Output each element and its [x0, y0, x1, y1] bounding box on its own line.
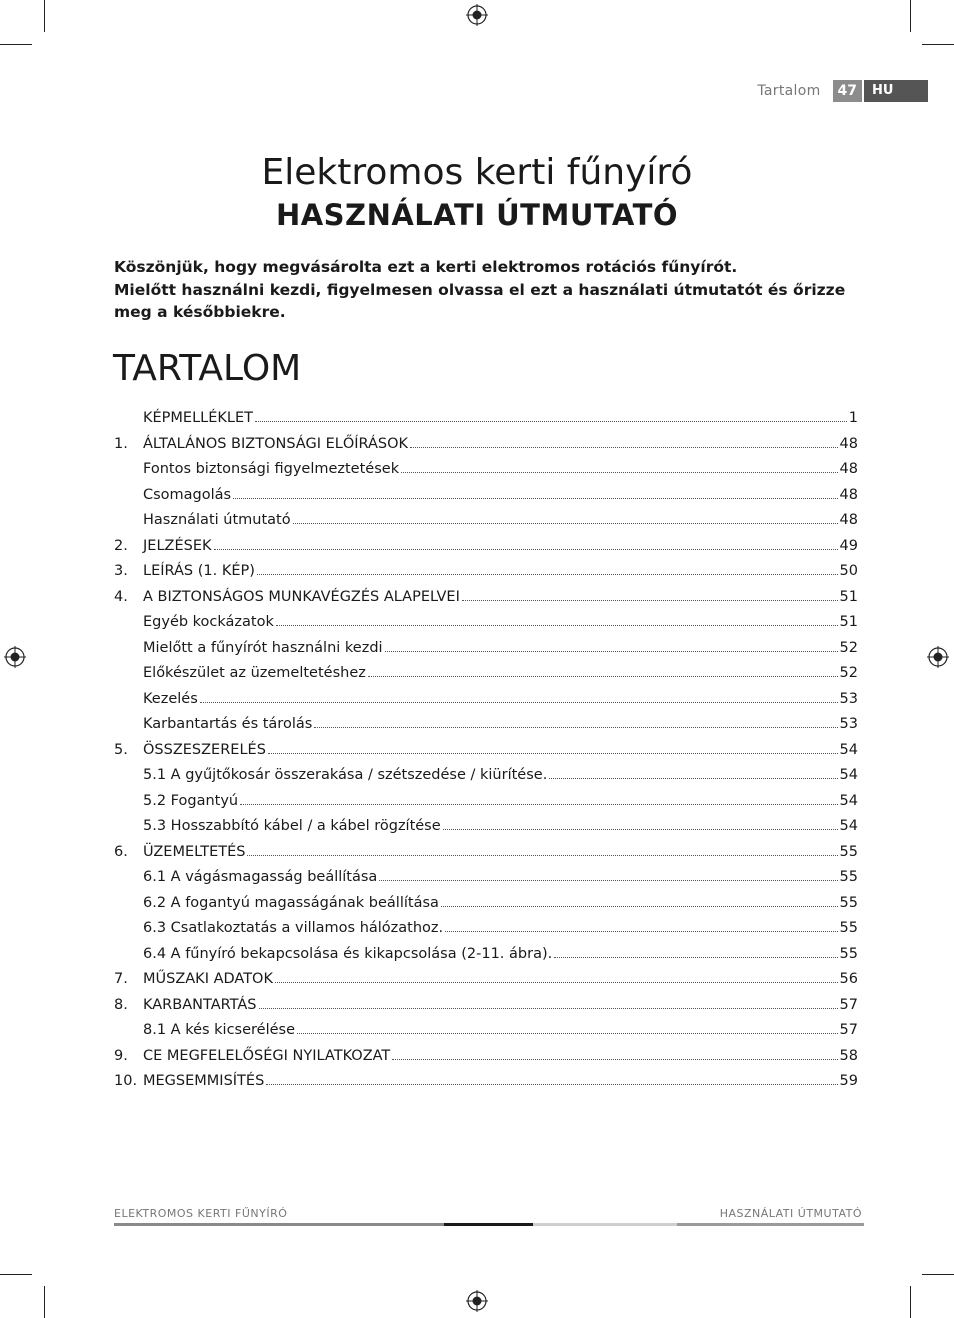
toc-entry — [114, 461, 858, 487]
registration-mark-icon — [4, 646, 26, 668]
toc-dot-leader — [247, 855, 837, 856]
crop-mark — [922, 44, 954, 45]
toc-entry-page: 55 — [839, 945, 858, 962]
toc-entry-number: 2. — [114, 537, 128, 554]
toc-entry-page: 54 — [839, 792, 858, 809]
toc-entry — [114, 1022, 858, 1048]
toc-entry-page: 54 — [839, 767, 858, 783]
crop-mark — [910, 0, 911, 32]
toc-dot-leader — [257, 574, 838, 575]
toc-entry-page: 59 — [839, 1073, 858, 1089]
crop-mark — [44, 0, 45, 32]
toc-entry-title: MŰSZAKI ADATOK — [143, 971, 273, 987]
toc-entry — [114, 818, 858, 844]
toc-dot-leader — [554, 957, 837, 958]
toc-entry-title: Kezelés — [143, 690, 198, 707]
toc-entry-title: Előkészület az üzemeltetéshez — [143, 665, 366, 681]
toc-entry — [114, 665, 858, 691]
toc-dot-leader — [392, 1059, 837, 1060]
toc-entry-title: 6.2 A fogantyú magasságának beállítása — [143, 894, 439, 911]
toc-dot-leader — [443, 829, 838, 830]
toc-entry-page: 58 — [839, 1047, 858, 1064]
toc-dot-leader — [275, 982, 838, 983]
footer-bar-segment — [677, 1223, 864, 1226]
toc-dot-leader — [293, 523, 838, 524]
toc-entry — [114, 589, 858, 615]
toc-entry — [114, 767, 858, 793]
toc-entry-page: 1 — [848, 410, 858, 426]
registration-mark-icon — [466, 1290, 488, 1312]
toc-entry-page: 52 — [839, 665, 858, 681]
toc-entry-title: 6.4 A fűnyíró bekapcsolása és kikapcsolása (2-11. ábra). — [143, 945, 553, 962]
toc-entry-title: CE MEGFELELŐSÉGI NYILATKOZAT — [143, 1047, 391, 1064]
crop-mark — [44, 1286, 45, 1318]
toc-entry-title: A BIZTONSÁGOS MUNKAVÉGZÉS ALAPELVEI — [143, 588, 460, 605]
toc-entry-page: 51 — [839, 588, 858, 605]
toc-entry-page: 50 — [839, 563, 858, 579]
toc-entry-title: Fontos biztonsági figyelmeztetések — [143, 461, 400, 477]
toc-entry-title: 5.2 Fogantyú — [143, 792, 239, 809]
crop-mark — [910, 1286, 911, 1318]
toc-entry — [114, 1073, 858, 1099]
toc-dot-leader — [401, 472, 837, 473]
toc-entry-title: 6.3 Csatlakoztatás a villamos hálózathoz. — [143, 920, 444, 936]
toc-entry — [114, 716, 858, 742]
toc-entry — [114, 512, 858, 538]
document-title: Elektromos kerti fűnyíró — [261, 152, 693, 193]
toc-entry — [114, 869, 858, 895]
toc-entry-title: ÜZEMELTETÉS — [143, 843, 246, 860]
toc-entry-number: 4. — [114, 588, 128, 605]
toc-entry — [114, 436, 858, 462]
language-badge: HU — [864, 80, 928, 102]
toc-dot-leader — [297, 1033, 838, 1034]
footer-bar-segment — [533, 1223, 677, 1226]
crop-mark — [922, 1274, 954, 1275]
toc-entry — [114, 640, 858, 666]
toc-entry-title: Használati útmutató — [143, 512, 291, 528]
toc-dot-leader — [385, 651, 838, 652]
toc-dot-leader — [255, 421, 847, 422]
toc-entry — [114, 844, 858, 870]
toc-entry — [114, 1048, 858, 1074]
toc-entry-page: 55 — [839, 894, 858, 911]
registration-mark-icon — [927, 646, 949, 668]
toc-entry-title: ÁLTALÁNOS BIZTONSÁGI ELŐÍRÁSOK — [143, 435, 409, 452]
toc-dot-leader — [240, 804, 837, 805]
toc-dot-leader — [214, 549, 838, 550]
toc-entry-title: 6.1 A vágásmagasság beállítása — [143, 869, 378, 885]
toc-entry — [114, 487, 858, 513]
toc-dot-leader — [233, 498, 837, 499]
toc-dot-leader — [462, 600, 838, 601]
toc-dot-leader — [259, 1008, 838, 1009]
toc-entry-number: 9. — [114, 1047, 128, 1064]
toc-entry-number: 1. — [114, 435, 128, 452]
toc-entry — [114, 971, 858, 997]
toc-entry-page: 55 — [839, 869, 858, 885]
toc-dot-leader — [266, 1084, 837, 1085]
toc-dot-leader — [368, 676, 838, 677]
registration-mark-icon — [466, 4, 488, 26]
toc-entry-title: Mielőtt a fűnyírót használni kezdi — [143, 639, 383, 656]
toc-entry-title: 5.1 A gyűjtőkosár összerakása / szétszedése / kiürítése. — [143, 767, 548, 783]
toc-entry — [114, 563, 858, 589]
toc-entry — [114, 691, 858, 717]
toc-dot-leader — [200, 702, 838, 703]
toc-entry-page: 51 — [839, 614, 858, 630]
page-number: 47 — [833, 80, 862, 102]
toc-entry — [114, 946, 858, 972]
toc-entry-title: Egyéb kockázatok — [143, 614, 274, 630]
toc-entry-page: 53 — [839, 716, 858, 732]
toc-entry — [114, 538, 858, 564]
toc-entry-page: 54 — [839, 741, 858, 758]
toc-entry-page: 56 — [839, 971, 858, 987]
toc-entry-title: JELZÉSEK — [143, 537, 212, 554]
crop-mark — [0, 1274, 32, 1275]
toc-entry — [114, 895, 858, 921]
toc-heading: TARTALOM — [113, 348, 302, 389]
footer-right-label: HASZNÁLATI ÚTMUTATÓ — [719, 1207, 862, 1220]
footer-left-label: ELEKTROMOS KERTI FŰNYÍRÓ — [114, 1207, 288, 1220]
section-label: Tartalom — [757, 83, 821, 99]
toc-entry-number: 8. — [114, 996, 128, 1013]
toc-entry-title: Csomagolás — [143, 486, 232, 503]
document-subtitle: HASZNÁLATI ÚTMUTATÓ — [275, 198, 679, 232]
toc-entry-number: 5. — [114, 741, 128, 758]
toc-entry — [114, 410, 858, 436]
page-header — [757, 80, 928, 102]
toc-dot-leader — [314, 727, 837, 728]
toc-entry-number: 7. — [114, 971, 128, 987]
toc-entry-title: 8.1 A kés kicserélése — [143, 1022, 296, 1038]
toc-entry-page: 49 — [839, 537, 858, 554]
toc-entry-page: 48 — [839, 435, 858, 452]
toc-entry-title: MEGSEMMISÍTÉS — [143, 1073, 265, 1089]
toc-entry-page: 48 — [839, 512, 858, 528]
table-of-contents — [114, 410, 858, 1099]
toc-entry-number: 10. — [114, 1073, 138, 1089]
toc-entry-title: LEÍRÁS (1. KÉP) — [143, 563, 255, 579]
toc-entry — [114, 997, 858, 1023]
toc-dot-leader — [549, 778, 837, 779]
toc-entry-title: 5.3 Hosszabbító kábel / a kábel rögzítése — [143, 818, 441, 834]
toc-entry — [114, 920, 858, 946]
toc-entry-title: KARBANTARTÁS — [143, 996, 257, 1013]
crop-mark — [0, 44, 32, 45]
toc-entry-number: 3. — [114, 563, 128, 579]
intro-text — [114, 256, 864, 324]
toc-entry-title: Karbantartás és tárolás — [143, 716, 313, 732]
toc-entry-page: 57 — [839, 1022, 858, 1038]
toc-dot-leader — [268, 753, 838, 754]
toc-entry-page: 55 — [839, 843, 858, 860]
intro-paragraph: Mielőtt használni kezdi, figyelmesen olvassa el ezt a használati útmutatót és őrizze meg a későbbiekre. — [114, 280, 846, 321]
toc-entry-page: 52 — [839, 639, 858, 656]
toc-dot-leader — [379, 880, 837, 881]
toc-dot-leader — [441, 906, 838, 907]
toc-entry — [114, 793, 858, 819]
toc-entry-title: ÖSSZESZERELÉS — [143, 741, 266, 758]
toc-entry-page: 54 — [839, 818, 858, 834]
toc-entry-page: 48 — [839, 461, 858, 477]
toc-entry — [114, 614, 858, 640]
toc-dot-leader — [445, 931, 837, 932]
toc-entry-title: KÉPMELLÉKLET — [143, 410, 254, 426]
toc-entry-page: 57 — [839, 996, 858, 1013]
intro-paragraph: Köszönjük, hogy megvásárolta ezt a kerti elektromos rotációs fűnyírót. — [114, 258, 738, 276]
toc-entry — [114, 742, 858, 768]
toc-dot-leader — [276, 625, 838, 626]
toc-entry-page: 48 — [839, 486, 858, 503]
toc-entry-page: 53 — [839, 690, 858, 707]
footer-bar-segment — [114, 1223, 444, 1226]
toc-dot-leader — [410, 447, 837, 448]
toc-entry-page: 55 — [839, 920, 858, 936]
toc-entry-number: 6. — [114, 843, 128, 860]
footer-bar-segment — [444, 1223, 533, 1226]
